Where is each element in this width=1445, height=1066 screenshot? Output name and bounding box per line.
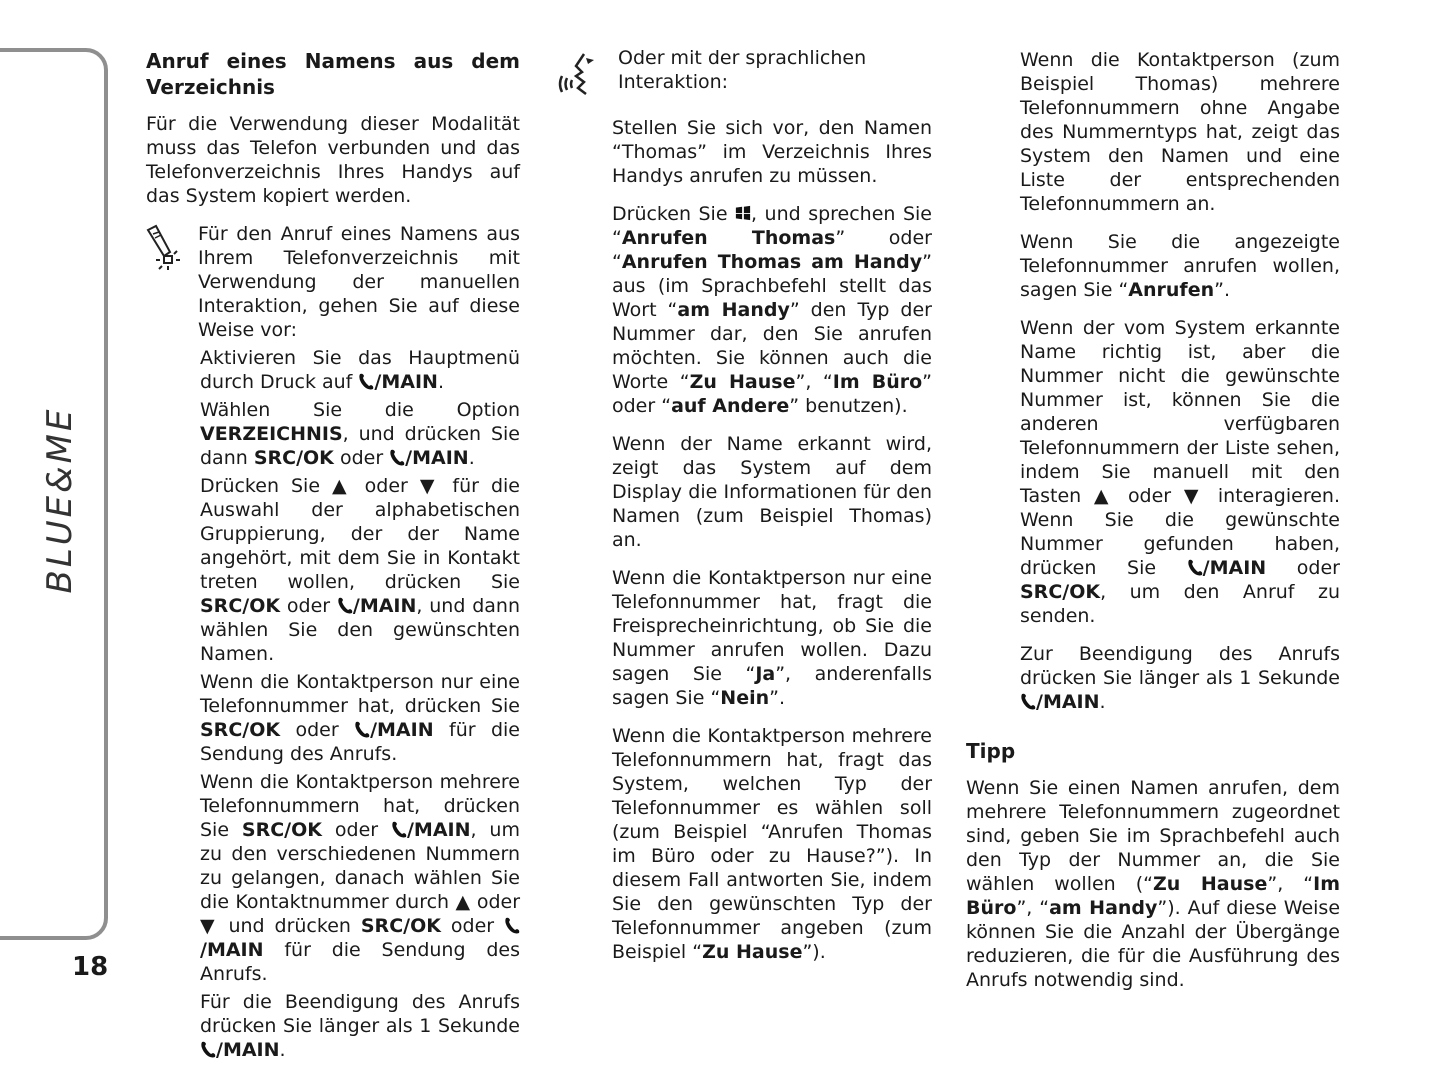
bold-text: SRC/OK — [360, 915, 441, 937]
text: Für den Anruf eines Namens aus Ihrem Telefonverzeichnis mit Verwendung der manuellen Interaktion, gehen Sie auf diese Weise vor: — [198, 223, 520, 341]
text: , und dann wählen Sie den gewünschten Namen. — [200, 595, 520, 665]
text: Für die Verwendung dieser Modalität muss das Telefon verbunden und das Telefonverzeichnis Ihres Handys auf das System kopiert werden. — [146, 113, 520, 207]
text: Drücken Sie ▲ oder ▼ für die Auswahl der alphabetischen Gruppierung, der der Name angehört, mit dem Sie in Kontakt treten wollen, drücken Sie — [200, 475, 520, 593]
text: , und drücken Sie dann — [200, 423, 520, 469]
phone-icon — [337, 595, 353, 617]
text: ” aus (im Sprachbefehl stellt das Wort “ — [612, 251, 932, 321]
paragraph — [612, 432, 932, 552]
bold-text: /MAIN — [216, 1039, 280, 1061]
tip-heading: Tipp — [966, 739, 1016, 763]
text: oder — [1266, 557, 1340, 579]
step-item — [200, 990, 520, 1062]
bold-text: Im Büro — [832, 371, 923, 393]
bold-text: Ja — [755, 663, 776, 685]
voice-button-icon — [735, 203, 751, 225]
bold-text: auf Andere — [671, 395, 790, 417]
phone-icon — [200, 1039, 216, 1061]
voice-intro — [612, 46, 932, 94]
text: ”). Auf diese Weise können Sie die Anzahl der Übergänge reduzieren, die für die Ausführung des Anrufs notwendig sind. — [966, 897, 1341, 991]
brand-logo: BLUE&ME — [40, 406, 80, 594]
phone-icon — [389, 447, 405, 469]
bold-text: Anrufen Thomas am Handy — [621, 251, 923, 273]
paragraph — [1020, 642, 1340, 714]
bold-text: SRC/OK — [200, 719, 281, 741]
text: Wählen Sie die Option — [200, 399, 520, 421]
paragraph — [612, 724, 932, 964]
text: ”, “ — [795, 371, 833, 393]
bold-text: Zu Hause — [689, 371, 796, 393]
manual-note — [198, 222, 520, 1062]
text: für die Sendung des Anrufs. — [200, 719, 520, 765]
page-number: 18 — [72, 952, 109, 982]
paragraph — [1020, 316, 1340, 628]
paragraph — [1020, 230, 1340, 302]
step-item — [200, 346, 520, 394]
text: ”. — [769, 687, 786, 709]
text: ”. — [1214, 279, 1230, 301]
text: ” benutzen). — [789, 395, 908, 417]
step-item — [200, 670, 520, 766]
text: Wenn Sie die angezeigte Telefonnummer anrufen wollen, sagen Sie “ — [1020, 231, 1340, 301]
text: , um zu den verschiedenen Nummern zu gelangen, danach wählen Sie die Kontaktnummer durch ▲ oder ▼ und drücken — [200, 819, 520, 937]
text: oder — [280, 595, 337, 617]
phone-icon — [391, 819, 407, 841]
text: Wenn Sie einen Namen anrufen, dem mehrere Telefonnummern zugeordnet sind, geben Sie im Sprachbefehl auch den Typ der Nummer an, die Sie wählen wollen (“ — [966, 777, 1340, 895]
text: ”). — [802, 941, 826, 963]
paragraph — [146, 112, 520, 208]
bold-text: /MAIN — [352, 595, 417, 617]
step-item — [200, 398, 520, 470]
text: Wenn die Kontaktperson mehrere Telefonnummern hat, drücken Sie — [200, 771, 520, 841]
text: oder — [333, 447, 390, 469]
text: Wenn die Kontaktperson nur eine Telefonnummer hat, drücken Sie — [200, 671, 520, 717]
bold-text: /MAIN — [374, 371, 438, 393]
bold-text: am Handy — [1049, 897, 1158, 919]
phone-icon — [504, 915, 520, 937]
text: Wenn die Kontaktperson (zum Beispiel Thomas) mehrere Telefonnummern ohne Angabe des Nummerntyps hat, zeigt das System den Namen und eine Liste der entsprechenden Telefonnummern an. — [1020, 49, 1340, 215]
text: oder — [440, 915, 505, 937]
bold-text: Im Büro — [966, 873, 1340, 919]
hand-pointer-icon — [144, 224, 184, 272]
bold-text: SRC/OK — [200, 595, 281, 617]
text: Aktivieren Sie das Hauptmenü durch Druck auf — [200, 347, 520, 393]
paragraph — [612, 566, 932, 710]
bold-text: /MAIN — [1036, 691, 1100, 713]
paragraph — [612, 116, 932, 188]
bold-text: am Handy — [677, 299, 790, 321]
bold-text: Anrufen — [1128, 279, 1215, 301]
paragraph — [612, 202, 932, 418]
voice-speaking-icon — [554, 50, 598, 98]
bold-text: Zu Hause — [1153, 873, 1268, 895]
bold-text: SRC/OK — [253, 447, 334, 469]
text: ”, “ — [1267, 873, 1314, 895]
voice-intro-text — [618, 46, 932, 94]
phone-icon — [354, 719, 370, 741]
text: ” oder “ — [612, 371, 932, 417]
bold-text: VERZEICHNIS — [200, 423, 343, 445]
text: Stellen Sie sich vor, den Namen “Thomas” im Verzeichnis Ihres Handys anrufen zu müssen. — [612, 117, 932, 187]
text: ”, “ — [1016, 897, 1050, 919]
text: , um den Anruf zu senden. — [1020, 581, 1340, 627]
bold-text: /MAIN — [406, 819, 471, 841]
text: . — [279, 1039, 286, 1061]
text: Wenn die Kontaktperson mehrere Telefonnummern hat, fragt das System, welchen Typ der Telefonnummer es wählen soll (zum Beispiel “Anrufen Thomas im Büro oder zu Hause?”). In diesem Fall antworten Sie, indem Sie den gewünschten Typ der Telefonnummer angeben (zum Beispiel “ — [612, 725, 932, 963]
text: Drücken Sie — [612, 203, 736, 225]
column-3 — [966, 48, 1340, 1006]
paragraph — [1020, 48, 1340, 216]
bold-text: /MAIN — [200, 939, 264, 961]
bold-text: Nein — [720, 687, 770, 709]
bold-text: Anrufen Thomas — [621, 227, 836, 249]
text: ” den Typ der Nummer dar, den Sie anrufen möchten. Sie können auch die Worte “ — [612, 299, 932, 393]
text: ” oder “ — [612, 227, 932, 273]
section-heading: Anruf eines Namens aus dem Verzeichnis — [146, 49, 520, 99]
bold-text: /MAIN — [370, 719, 434, 741]
step-item — [200, 770, 520, 986]
text: . — [1099, 691, 1106, 713]
bold-text: SRC/OK — [241, 819, 322, 841]
text: Für die Beendigung des Anrufs drücken Sie länger als 1 Sekunde — [200, 991, 520, 1037]
text: . — [437, 371, 444, 393]
text: Wenn der vom System erkannte Name richtig ist, aber die Nummer nicht die gewünschte Nummer ist, können Sie die anderen verfügbaren Telefonnummern der Liste sehen, indem Sie manuell mit den Tasten ▲ oder ▼ interagieren. Wenn Sie die gewünschte Nummer gefunden haben, drücken Sie — [1020, 317, 1340, 579]
bold-text: /MAIN — [1202, 557, 1267, 579]
step-item — [200, 474, 520, 666]
bold-text: SRC/OK — [1020, 581, 1101, 603]
note-text — [198, 222, 520, 342]
tip-text — [966, 776, 1340, 992]
text: Oder mit der sprachlichen Interaktion: — [618, 47, 867, 93]
text: Wenn die Kontaktperson nur eine Telefonnummer hat, fragt die Freisprecheinrichtung, ob Sie die Nummer anrufen wollen. Dazu sagen Sie “ — [612, 567, 932, 685]
text: Zur Beendigung des Anrufs drücken Sie länger als 1 Sekunde — [1020, 643, 1340, 689]
text: Wenn der Name erkannt wird, zeigt das System auf dem Display die Informationen für den Namen (zum Beispiel Thomas) an. — [612, 433, 932, 551]
text: oder — [280, 719, 355, 741]
text: für die Sendung des Anrufs. — [200, 939, 520, 985]
column-2 — [612, 46, 932, 978]
text: . — [468, 447, 475, 469]
bold-text: Zu Hause — [702, 941, 803, 963]
phone-icon — [1187, 557, 1203, 579]
column-1 — [146, 48, 520, 1066]
text: oder — [322, 819, 391, 841]
phone-icon — [358, 371, 374, 393]
phone-icon — [1020, 691, 1036, 713]
bold-text: /MAIN — [405, 447, 469, 469]
text: ”, anderenfalls sagen Sie “ — [612, 663, 932, 709]
text: , und sprechen Sie “ — [612, 203, 932, 249]
